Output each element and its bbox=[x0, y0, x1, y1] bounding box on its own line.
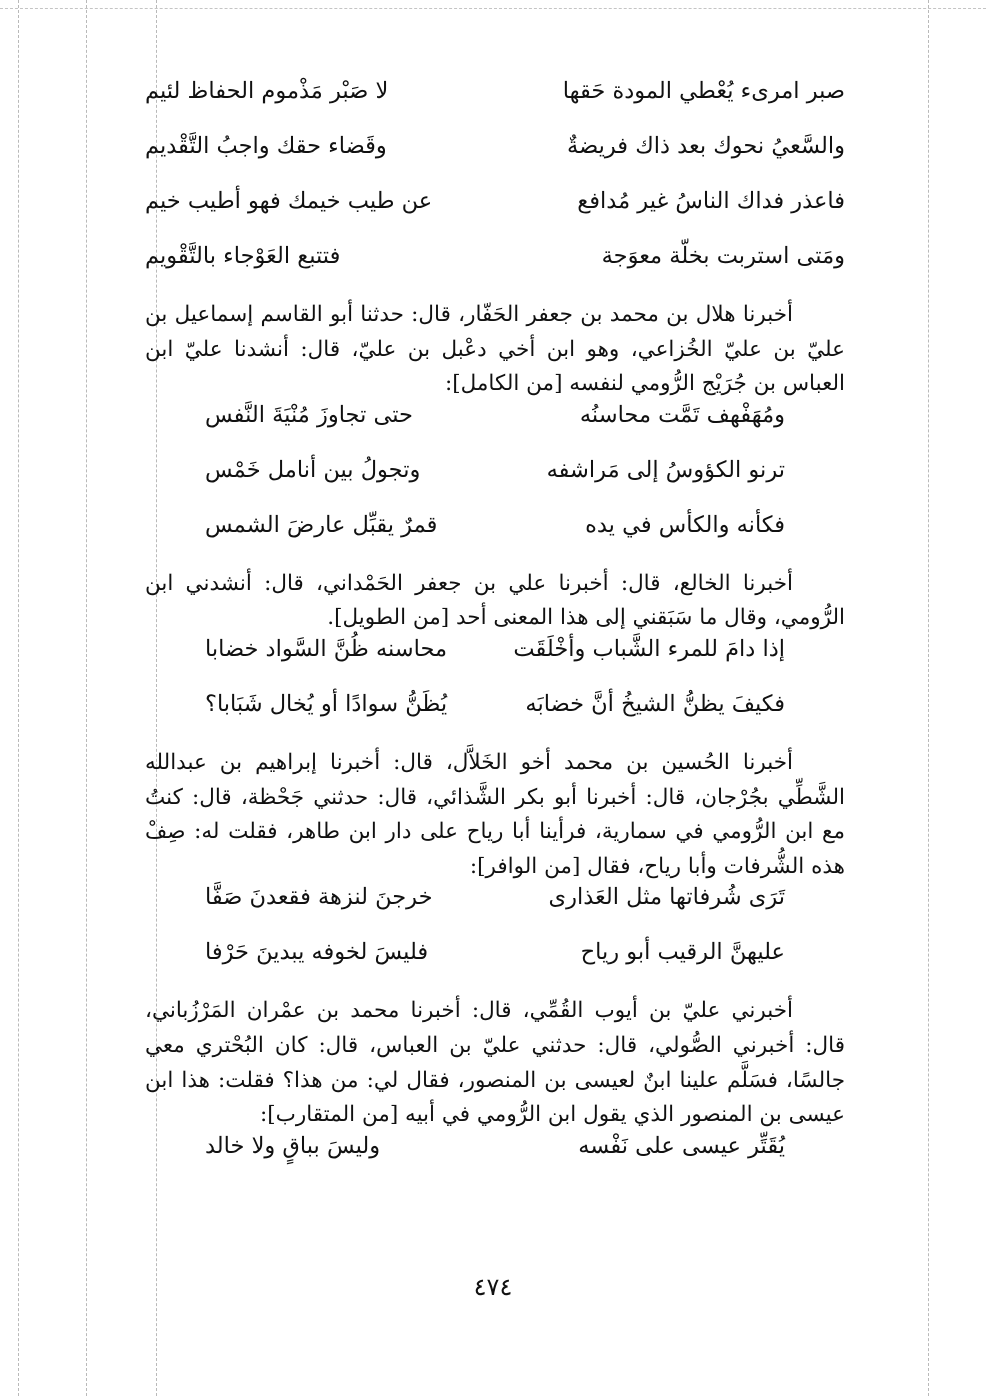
prose-paragraph bbox=[145, 746, 845, 884]
prose-paragraph bbox=[145, 567, 845, 636]
scan-guide-line bbox=[0, 8, 986, 9]
first-hemistich: فاعذر فداك الناسُ غير مُدافع bbox=[577, 188, 845, 214]
first-hemistich: إذا دامَ للمرء الشَّباب وأخْلَقَت bbox=[513, 635, 785, 662]
poem-verse bbox=[145, 188, 845, 243]
prose-line: إسماعيل بن عليّ بن عليّ الخُزاعي، وهو ابن أخي دعْبل بن عليّ، قال: bbox=[145, 302, 845, 362]
second-hemistich: قمرٌ يقبِّل عارضَ الشمس bbox=[205, 511, 438, 538]
poem-verse bbox=[205, 884, 785, 939]
second-hemistich: محاسنه ظُنَّ السَّواد خضابا bbox=[205, 635, 448, 662]
first-hemistich: ترنو الكؤوسُ إلى مَراشفه bbox=[546, 456, 785, 483]
prose-line: أنشدنا عليّ ابن العباس بن جُرَيْج الرُّومي لنفسه [من الكامل]: bbox=[145, 336, 845, 397]
second-hemistich: وتجولُ بين أنامل خَمْس bbox=[205, 456, 421, 483]
scan-guide-line bbox=[86, 0, 87, 1396]
first-hemistich: ومَتى استربت بخلّة معوَجة bbox=[601, 243, 845, 269]
first-hemistich: فكيفَ يظنُّ الشيخُ أنَّ خضابَه bbox=[525, 690, 785, 717]
second-hemistich: فليسَ لخوفه يبدينَ حَرْفا bbox=[205, 939, 429, 966]
poem-verse bbox=[145, 133, 845, 188]
first-hemistich: عليهنَّ الرقيب أبو رياح bbox=[580, 939, 785, 966]
prose-line: الشَّطِّي بجُرْجان، قال: أخبرنا أبو بكر الشَّذائي، قال: حدثني جَحْظة، قال: bbox=[191, 784, 845, 810]
page-body bbox=[145, 78, 845, 1188]
second-hemistich: لا صَبْر مَذْموم الحفاظ لئيم bbox=[145, 78, 389, 104]
poem-verse bbox=[205, 457, 785, 512]
scan-guide-line bbox=[928, 0, 929, 1396]
first-hemistich: ومُهَفْهف تَمَّت محاسنُه bbox=[579, 401, 785, 428]
prose-paragraph bbox=[145, 994, 845, 1132]
prose-line: أخبرنا الخالع، قال: أخبرنا علي بن جعفر الحَمْداني، قال: أنشدني ابن bbox=[145, 570, 793, 596]
first-hemistich: والسَّعيُ نحوك بعد ذاك فريضةٌ bbox=[567, 133, 845, 159]
poem-verse bbox=[205, 939, 785, 994]
second-hemistich: وليسَ بباقٍ ولا خالد bbox=[205, 1132, 381, 1159]
scan-guide-line bbox=[18, 0, 19, 1396]
first-hemistich: فكأنه والكأس في يده bbox=[585, 511, 785, 538]
prose-line: قال: أخبرني الصُّولي، قال: حدثني عليّ بن العباس، قال: كان البُحْتري معي bbox=[145, 1032, 845, 1058]
poem-verse bbox=[145, 243, 845, 298]
second-hemistich: عن طيب خيمك فهو أطيب خيم bbox=[145, 188, 433, 214]
second-hemistich: خرجنَ لنزهة فقعدنَ صَفَّا bbox=[205, 884, 433, 911]
prose-line: أخبرنا هلال بن محمد بن جعفر الحَفّار، قال: حدثنا أبو القاسم bbox=[260, 302, 793, 327]
first-hemistich: تَرَى شُرفاتها مثل العَذارى bbox=[548, 884, 785, 911]
page-number: ٤٧٤ bbox=[473, 1273, 513, 1301]
prose-paragraph bbox=[145, 298, 845, 402]
first-hemistich: صبر امرىء يُعْطي المودة حَقها bbox=[562, 78, 845, 104]
poem-verse bbox=[205, 512, 785, 567]
poem-verse bbox=[205, 691, 785, 746]
prose-line: جالسًا، فسَلَّم علينا ابنٌ لعيسى بن المنصور، فقال لي: من هذا؟ فقلت: هذا bbox=[181, 1067, 845, 1093]
prose-line: أخبرني عليّ بن أيوب القُمِّي، قال: أخبرنا محمد بن عمْران المَرْزُباني، bbox=[145, 998, 793, 1024]
prose-line: الرُّومي، وقال ما سَبَقني إلى هذا المعنى أحد [من الطويل]. bbox=[327, 605, 845, 631]
prose-line: ابن عيسى بن المنصور الذي يقول ابن الرُّومي في أبيه [من المتقارب]: bbox=[145, 1067, 845, 1128]
prose-line: كنتُ مع ابن الرُّومي في سمارية، فرأينا أبا رياح على دار ابن طاهر، فقلت له: bbox=[145, 784, 845, 845]
second-hemistich: يُظَنُّ سوادًا أو يُخال شَبَابا؟ bbox=[205, 690, 448, 717]
poem-verse bbox=[205, 402, 785, 457]
first-hemistich: يُقَتِّر عيسى على نَفْسه bbox=[578, 1132, 785, 1159]
poem-verse bbox=[145, 78, 845, 133]
prose-line: أخبرنا الحُسين بن محمد أخو الخَلاَّل، قال: أخبرنا إبراهيم بن عبدالله bbox=[145, 749, 793, 775]
second-hemistich: وقَضاء حقك واجبُ التَّقْديم bbox=[145, 133, 387, 159]
prose-line: صِفْ هذه الشُّرفات وأبا رياح، فقال [من الوافر]: bbox=[145, 819, 845, 879]
poem-verse bbox=[205, 1133, 785, 1188]
second-hemistich: حتى تجاوزَ مُنْيَةَ النَّفس bbox=[205, 401, 413, 428]
second-hemistich: فتتبع العَوْجاء بالتَّقْويم bbox=[145, 243, 341, 269]
poem-verse bbox=[205, 636, 785, 691]
